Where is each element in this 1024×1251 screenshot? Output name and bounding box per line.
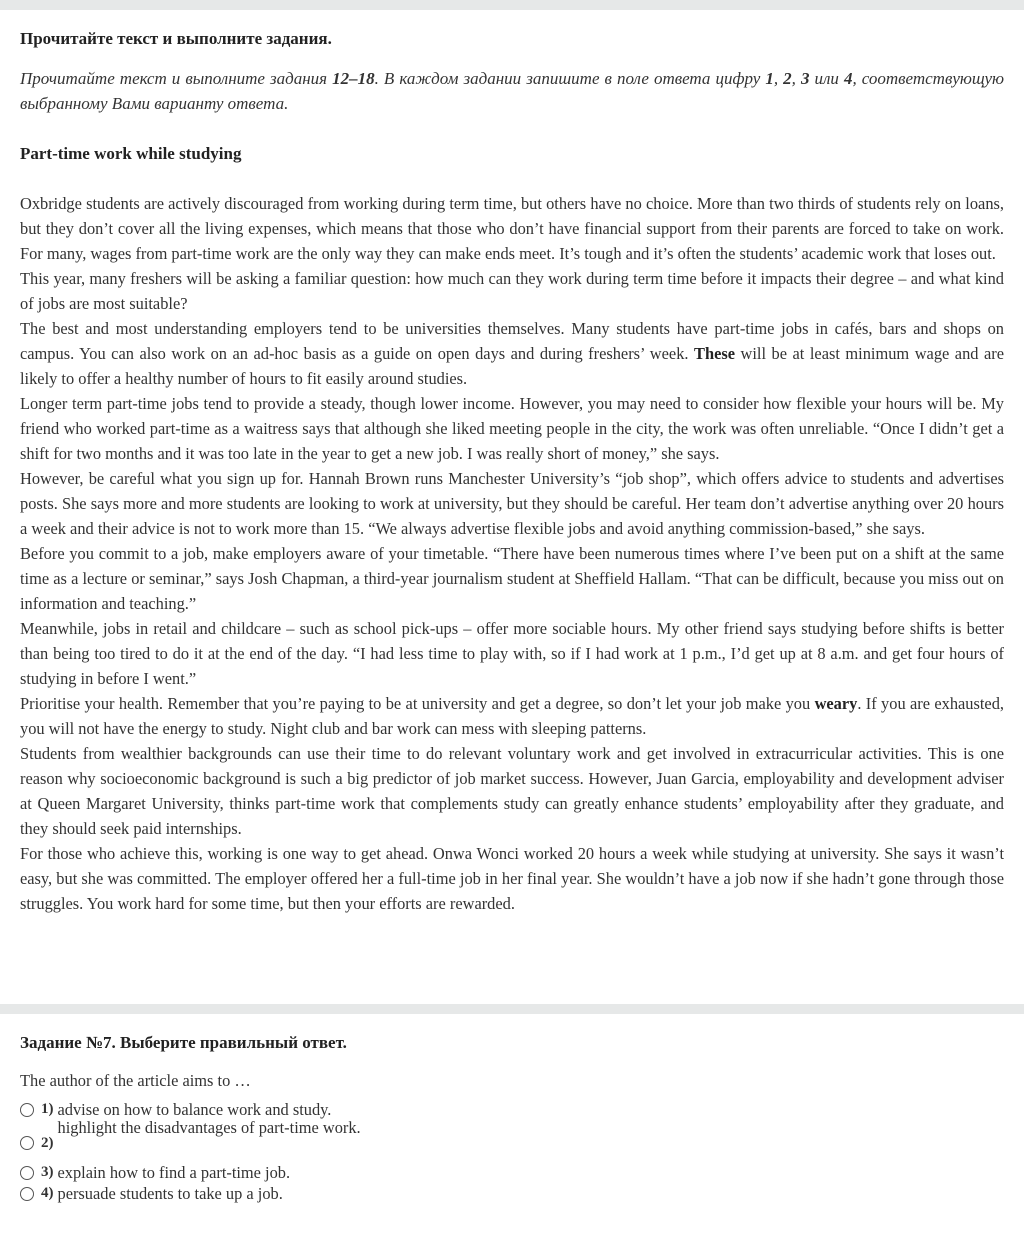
article-paragraph-7: Meanwhile, jobs in retail and childcare – such as school pick-ups – offer more sociable hours. My other friend says studying before shifts is better than being too tired to do it at the end of the day. “I had less time to play with, so if I had work at 1 p.m., I’d get up at 8 a.m. and get four hours of studying in before I went.” <box>20 619 1004 688</box>
answer-option-1[interactable] <box>20 1099 1004 1120</box>
radio-button-4[interactable] <box>20 1187 34 1201</box>
article-body <box>20 191 1004 916</box>
digit-1: 1 <box>765 69 774 88</box>
digit-4: 4 <box>843 69 853 88</box>
answer-option-3[interactable] <box>20 1162 1004 1183</box>
article-paragraph-9: Students from wealthier backgrounds can use their time to do relevant voluntary work and get involved in extracurricular activities. This is one reason why socioeconomic background is such a big predictor of job market success. However, Juan Garcia, employability and development adviser at Queen Margaret University, thinks part-time work that complements study can greatly enhance students’ employability after they graduate, and they should seek paid internships. <box>20 744 1004 838</box>
instructions-text: Прочитайте текст и выполните задания 12–18. В каждом задании запишите в поле ответа цифру 1, 2, 3 или 4, соответствующую выбранному Вами варианту ответа. <box>20 69 1005 113</box>
task-panel <box>20 1014 1004 1204</box>
radio-button-2[interactable] <box>20 1136 34 1150</box>
section-divider-bar <box>0 1004 1024 1014</box>
option-number: 4) <box>41 1185 54 1201</box>
option-number: 1) <box>41 1101 54 1117</box>
top-divider-bar <box>0 0 1024 10</box>
article-paragraph-3: The best and most understanding employers tend to be universities themselves. Many students have part-time jobs in cafés, bars and shops on campus. You can also work on an ad-hoc basis as a guide on open days and during freshers’ week. These will be at least minimum wage and are likely to offer a healthy number of hours to fit easily around studies. <box>20 319 1005 388</box>
article-title: Part-time work while studying <box>20 144 242 163</box>
radio-button-3[interactable] <box>20 1166 34 1180</box>
article-paragraph-10: For those who achieve this, working is one way to get ahead. Onwa Wonci worked 20 hours a week while studying at university. She says it wasn’t easy, but she was committed. The employer offered her a full-time job in her final year. She wouldn’t have a job now if she hadn’t gone through those struggles. You work hard for some time, but then your efforts are rewarded. <box>20 844 1004 913</box>
article-paragraph-4: Longer term part-time jobs tend to provide a steady, though lower income. However, you may need to consider how flexible your hours will be. My friend who worked part-time as a waitress says that although she liked meeting people in the city, the work was often unreliable. “Once I didn’t get a shift for two months and it was too late in the year to get a new job. I was really short of money,” she says. <box>20 394 1004 463</box>
section-heading: Прочитайте текст и выполните задания. <box>20 29 332 48</box>
answer-options <box>20 1099 1004 1204</box>
article-paragraph-1: Oxbridge students are actively discouraged from working during term time, but others have no choice. More than two thirds of students rely on loans, but they don’t cover all the living expenses, which means that those who don’t have financial support from their parents are forced to take on work. For many, wages from part-time work are the only way they can make ends meet. It’s tough and it’s often the students’ academic work that loses out. <box>20 194 1004 263</box>
answer-option-2[interactable] <box>20 1120 1004 1162</box>
digit-3: 3 <box>800 69 810 88</box>
option-label[interactable]: explain how to find a part-time job. <box>57 1162 291 1182</box>
digit-2: 2 <box>783 69 792 88</box>
option-number: 3) <box>41 1164 54 1180</box>
option-label[interactable]: advise on how to balance work and study. <box>57 1099 332 1119</box>
article-paragraph-6: Before you commit to a job, make employers aware of your timetable. “There have been numerous times where I’ve been put on a shift at the same time as a lecture or seminar,” says Josh Chapman, a third-year journalism student at Sheffield Hallam. “That can be difficult, because you miss out on information and teaching.” <box>20 544 1004 613</box>
article-paragraph-2: This year, many freshers will be asking a familiar question: how much can they work during term time before it impacts their degree – and what kind of jobs are most suitable? <box>20 269 1004 313</box>
article-paragraph-5: However, be careful what you sign up for. Hannah Brown runs Manchester University’s “job shop”, which offers advice to students and advertises posts. She says more and more students are looking to work at university, but they should be careful. Her team don’t advertise anything over 20 hours a week and their advice is not to work more than 15. “We always advertise flexible jobs and avoid anything commission-based,” she says. <box>20 469 1004 538</box>
article-paragraph-8: Prioritise your health. Remember that you’re paying to be at university and get a degree, so don’t let your job make you weary. If you are exhausted, you will not have the energy to study. Night club and bar work can mess with sleeping patterns. <box>20 694 1004 738</box>
option-label[interactable]: highlight the disadvantages of part-time work. <box>57 1118 361 1137</box>
reading-passage-panel <box>20 10 1004 916</box>
question-text: The author of the article aims to … <box>20 1071 251 1090</box>
radio-button-1[interactable] <box>20 1103 34 1117</box>
task-range: 12–18 <box>332 69 375 88</box>
answer-option-4[interactable] <box>20 1183 1004 1204</box>
keyword-these: These <box>694 344 735 363</box>
task-title: Задание №7. Выберите правильный ответ. <box>20 1033 347 1052</box>
option-label[interactable]: persuade students to take up a job. <box>57 1183 283 1203</box>
keyword-weary: weary <box>814 694 858 713</box>
option-number: 2) <box>41 1135 54 1151</box>
